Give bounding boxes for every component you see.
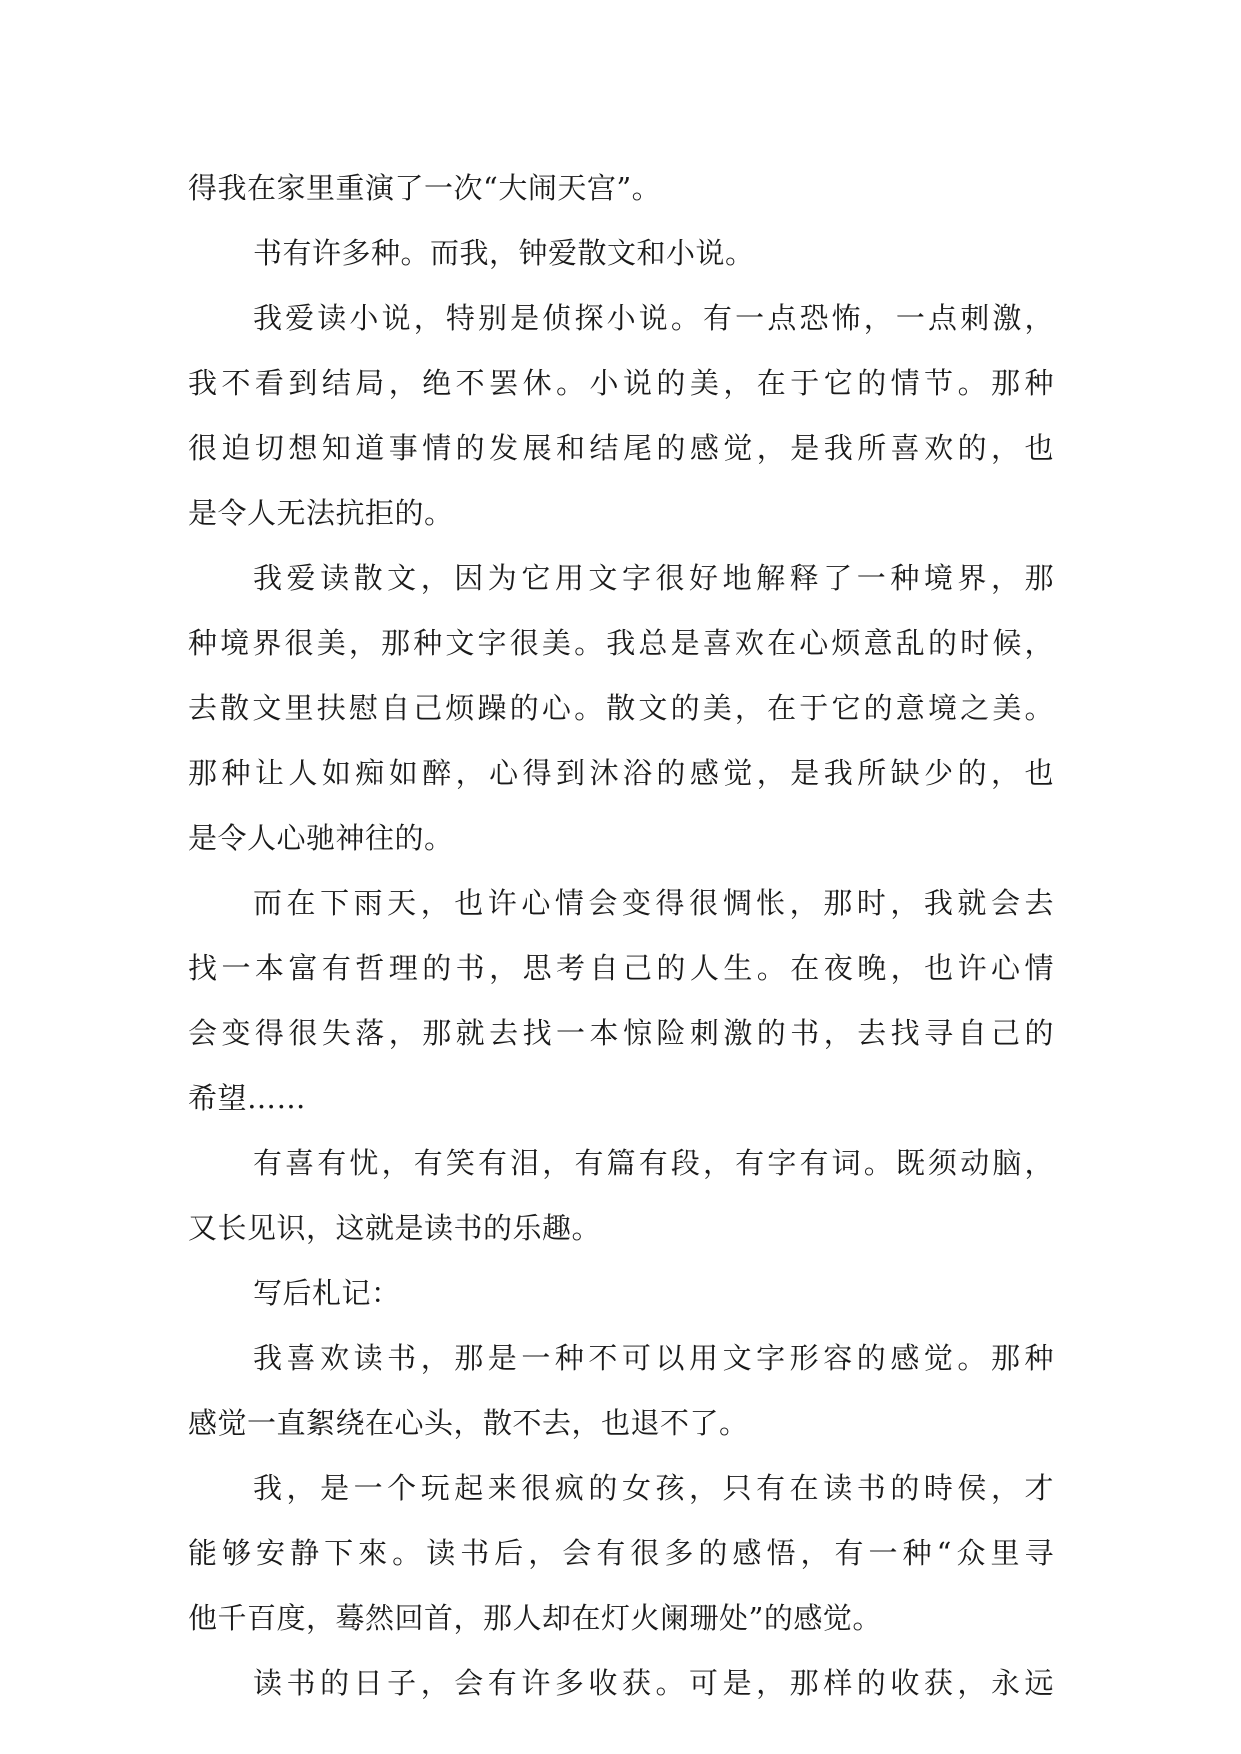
text-line: 我爱读小说，特别是侦探小说。有一点恐怖，一点刺激， (253, 301, 1054, 335)
paragraph (188, 1651, 1054, 1716)
paragraph (188, 546, 1054, 871)
text-line: 是令人无法抗拒的。 (188, 496, 454, 530)
text-line: 是令人心驰神往的。 (188, 821, 454, 855)
text-line: 希望…… (188, 1081, 307, 1115)
paragraph (188, 286, 1054, 546)
text-line: 书有许多种。而我，钟爱散文和小说。 (253, 236, 755, 270)
text-line: 那种让人如痴如醉，心得到沐浴的感觉，是我所缺少的，也 (188, 756, 1054, 790)
text-line: 感觉一直絮绕在心头，散不去，也退不了。 (188, 1406, 749, 1440)
paragraph (188, 1131, 1054, 1261)
text-line: 去散文里扶慰自己烦躁的心。散文的美，在于它的意境之美。 (188, 691, 1054, 725)
text-line: 找一本富有哲理的书，思考自己的人生。在夜晚，也许心情 (188, 951, 1054, 985)
text-line: 他千百度，蓦然回首，那人却在灯火阑珊处”的感觉。 (188, 1601, 882, 1635)
text-line: 我不看到结局，绝不罢休。小说的美，在于它的情节。那种 (188, 366, 1054, 400)
text-line: 写后札记： (253, 1276, 401, 1310)
text-line: 读书的日子，会有许多收获。可是，那样的收获，永远 (253, 1666, 1054, 1700)
text-line: 种境界很美，那种文字很美。我总是喜欢在心烦意乱的时候， (188, 626, 1054, 660)
text-line: 很迫切想知道事情的发展和结尾的感觉，是我所喜欢的，也 (188, 431, 1054, 465)
text-line: 我喜欢读书，那是一种不可以用文字形容的感觉。那种 (253, 1341, 1054, 1375)
text-line: 会变得很失落，那就去找一本惊险刺激的书，去找寻自己的 (188, 1016, 1054, 1050)
paragraph (188, 221, 1054, 286)
text-line: 而在下雨天，也许心情会变得很惆怅，那时，我就会去 (253, 886, 1054, 920)
paragraph (188, 156, 1054, 221)
paragraph (188, 1261, 1054, 1326)
paragraph (188, 871, 1054, 1131)
paragraph (188, 1456, 1054, 1651)
paragraph (188, 1326, 1054, 1456)
text-line: 有喜有忧，有笑有泪，有篇有段，有字有词。既须动脑， (253, 1146, 1054, 1180)
body-text (188, 156, 1054, 1716)
text-line: 能够安静下來。读书后，会有很多的感悟，有一种“众里寻 (188, 1536, 1054, 1570)
text-line: 又长见识，这就是读书的乐趣。 (188, 1211, 602, 1245)
text-line: 我爱读散文，因为它用文字很好地解释了一种境界，那 (253, 561, 1054, 595)
text-line: 得我在家里重演了一次“大闹天宫”。 (188, 171, 662, 205)
text-line: 我，是一个玩起来很疯的女孩，只有在读书的時侯，才 (253, 1471, 1054, 1505)
